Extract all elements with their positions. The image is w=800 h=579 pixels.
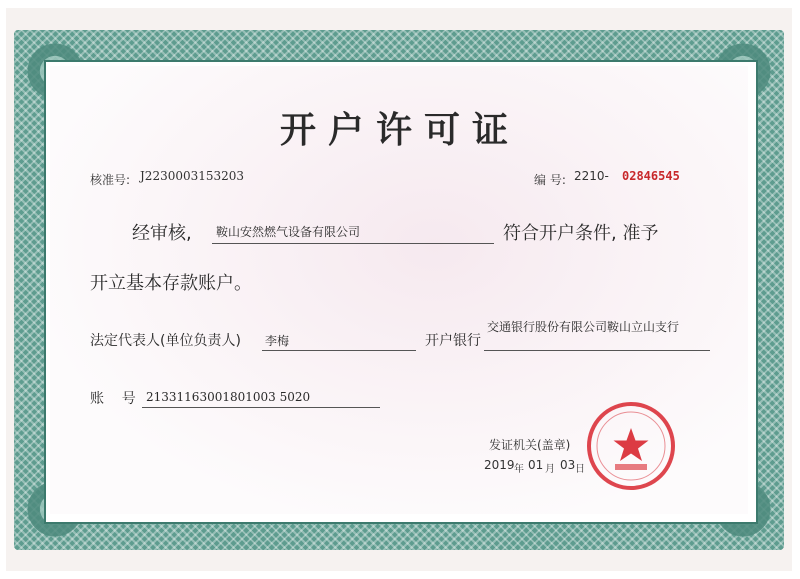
serial-number: 02846545 — [622, 169, 680, 183]
account-underline — [142, 407, 380, 408]
account-label: 账 号 — [90, 391, 136, 407]
bank-name: 交通银行股份有限公司鞍山立山支行 — [487, 320, 680, 334]
account-number: 21331163001801003 5020 — [146, 390, 311, 404]
conditions-text: 符合开户条件, 准予 — [503, 223, 659, 244]
open-account-text: 开立基本存款账户。 — [90, 273, 252, 294]
bank-label: 开户银行 — [425, 333, 481, 349]
certificate-title: 开户许可证 — [279, 110, 520, 151]
approval-number-label: 核准号: — [90, 173, 131, 187]
serial-prefix: 2210- — [574, 169, 609, 183]
representative-label: 法定代表人(单位负责人) — [90, 333, 241, 349]
company-underline — [212, 243, 494, 244]
representative-underline — [262, 350, 416, 351]
star-icon — [614, 428, 649, 461]
issue-year: 2019 — [484, 458, 515, 472]
review-label: 经审核, — [132, 223, 192, 244]
issue-month: 01 — [528, 458, 544, 472]
issue-day: 03 — [560, 458, 576, 472]
approval-number: J2230003153203 — [140, 169, 245, 183]
official-seal-stamp — [585, 400, 677, 492]
serial-number-label: 编 号: — [534, 173, 566, 187]
year-label: 年 — [514, 464, 524, 475]
bank-underline — [484, 350, 710, 351]
month-label: 月 — [545, 464, 555, 475]
day-label: 日 — [575, 464, 585, 475]
issuer-label: 发证机关(盖章) — [489, 438, 571, 452]
representative-name: 李梅 — [265, 334, 290, 348]
company-name: 鞍山安然燃气设备有限公司 — [216, 225, 361, 239]
